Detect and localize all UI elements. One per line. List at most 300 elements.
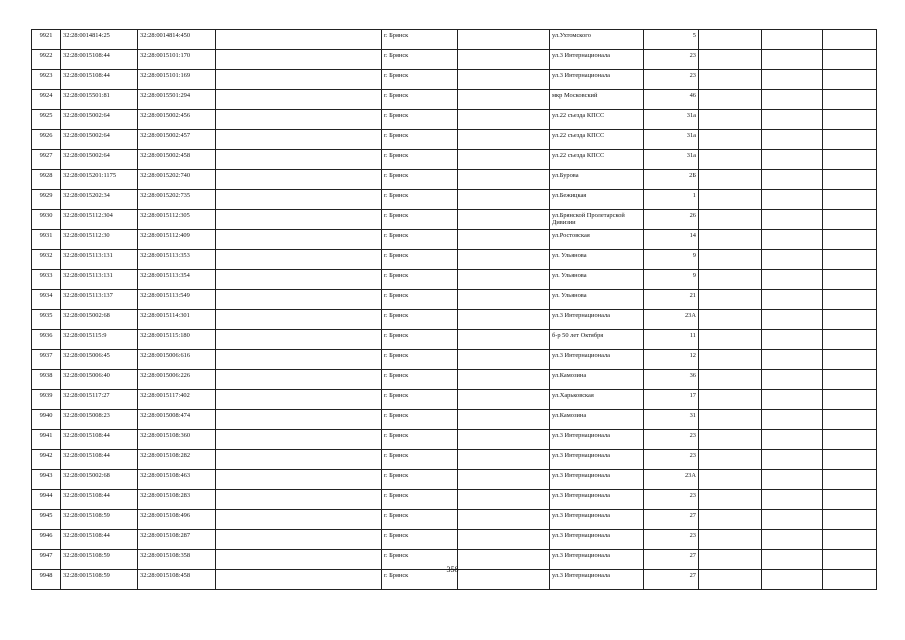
empty-cell — [458, 30, 550, 50]
street-cell: ул.Ростовская — [550, 230, 644, 250]
table-row — [32, 390, 877, 410]
table-row — [32, 30, 877, 50]
row-number: 9947 — [32, 550, 61, 570]
street-cell: ул.3 Интернационала — [550, 450, 644, 470]
row-number: 9926 — [32, 130, 61, 150]
cadastral-number-cell: 32:28:0014814:450 — [138, 30, 216, 50]
row-number: 9942 — [32, 450, 61, 470]
house-number-cell: 23 — [644, 70, 699, 90]
street-cell: ул.3 Интернационала — [550, 470, 644, 490]
empty-cell — [216, 130, 382, 150]
row-number: 9940 — [32, 410, 61, 430]
empty-cell — [458, 450, 550, 470]
empty-cell — [216, 70, 382, 90]
empty-cell — [699, 390, 762, 410]
empty-cell — [216, 350, 382, 370]
city-cell: г. Брянск — [382, 430, 458, 450]
empty-cell — [216, 230, 382, 250]
page-number: 358 — [446, 565, 459, 574]
empty-cell — [699, 530, 762, 550]
row-number: 9932 — [32, 250, 61, 270]
cadastral-number-cell: 32:28:0015101:170 — [138, 50, 216, 70]
table-row — [32, 210, 877, 230]
cadastral-block-cell: 32:28:0015108:44 — [61, 70, 138, 90]
empty-cell — [216, 30, 382, 50]
table-row — [32, 450, 877, 470]
row-number: 9937 — [32, 350, 61, 370]
empty-cell — [699, 250, 762, 270]
empty-cell — [823, 110, 877, 130]
cadastral-number-cell: 32:28:0015006:226 — [138, 370, 216, 390]
empty-cell — [823, 450, 877, 470]
empty-cell — [823, 30, 877, 50]
table-row — [32, 470, 877, 490]
empty-cell — [762, 470, 823, 490]
house-number-cell: 9 — [644, 250, 699, 270]
empty-cell — [458, 70, 550, 90]
row-number: 9924 — [32, 90, 61, 110]
cadastral-block-cell: 32:28:0015113:131 — [61, 270, 138, 290]
empty-cell — [823, 390, 877, 410]
empty-cell — [823, 410, 877, 430]
empty-cell — [823, 470, 877, 490]
empty-cell — [699, 310, 762, 330]
empty-cell — [762, 110, 823, 130]
table-row — [32, 130, 877, 150]
street-cell: ул.3 Интернационала — [550, 530, 644, 550]
row-number: 9923 — [32, 70, 61, 90]
street-cell: ул.3 Интернационала — [550, 570, 644, 590]
cadastral-number-cell: 32:28:0015002:456 — [138, 110, 216, 130]
house-number-cell: 23 — [644, 430, 699, 450]
table-row — [32, 430, 877, 450]
cadastral-block-cell: 32:28:0015008:23 — [61, 410, 138, 430]
city-cell: г. Брянск — [382, 410, 458, 430]
row-number: 9936 — [32, 330, 61, 350]
empty-cell — [699, 170, 762, 190]
empty-cell — [458, 170, 550, 190]
cadastral-block-cell: 32:28:0015108:59 — [61, 570, 138, 590]
street-cell: ул.22 съезда КПСС — [550, 110, 644, 130]
table-row — [32, 270, 877, 290]
table-row — [32, 170, 877, 190]
house-number-cell: 31а — [644, 150, 699, 170]
empty-cell — [458, 530, 550, 550]
empty-cell — [699, 450, 762, 470]
empty-cell — [823, 350, 877, 370]
empty-cell — [458, 410, 550, 430]
city-cell: г. Брянск — [382, 390, 458, 410]
house-number-cell: 27 — [644, 570, 699, 590]
street-cell: ул.Брянской Пролетарской Дивизии — [550, 210, 644, 230]
empty-cell — [823, 430, 877, 450]
empty-cell — [458, 390, 550, 410]
empty-cell — [762, 350, 823, 370]
empty-cell — [823, 90, 877, 110]
street-cell: ул. Ульянова — [550, 290, 644, 310]
empty-cell — [216, 470, 382, 490]
city-cell: г. Брянск — [382, 50, 458, 70]
cadastral-number-cell: 32:28:0015115:180 — [138, 330, 216, 350]
empty-cell — [458, 290, 550, 310]
cadastral-block-cell: 32:28:0015108:44 — [61, 50, 138, 70]
empty-cell — [762, 150, 823, 170]
cadastral-block-cell: 32:28:0015002:64 — [61, 150, 138, 170]
empty-cell — [762, 70, 823, 90]
cadastral-block-cell: 32:28:0015006:40 — [61, 370, 138, 390]
empty-cell — [458, 110, 550, 130]
empty-cell — [216, 390, 382, 410]
cadastral-number-cell: 32:28:0015112:409 — [138, 230, 216, 250]
empty-cell — [458, 490, 550, 510]
empty-cell — [216, 150, 382, 170]
cadastral-number-cell: 32:28:0015108:360 — [138, 430, 216, 450]
street-cell: ул.3 Интернационала — [550, 550, 644, 570]
registry-table — [31, 29, 877, 590]
empty-cell — [699, 230, 762, 250]
street-cell: ул.Бурова — [550, 170, 644, 190]
street-cell: б-р 50 лет Октября — [550, 330, 644, 350]
street-cell: ул. Ульянова — [550, 270, 644, 290]
empty-cell — [823, 130, 877, 150]
table-row — [32, 290, 877, 310]
cadastral-block-cell: 32:28:0015115:9 — [61, 330, 138, 350]
street-cell: ул.3 Интернационала — [550, 50, 644, 70]
empty-cell — [823, 510, 877, 530]
street-cell: ул.3 Интернационала — [550, 490, 644, 510]
empty-cell — [458, 210, 550, 230]
house-number-cell: 46 — [644, 90, 699, 110]
empty-cell — [762, 270, 823, 290]
table-row — [32, 230, 877, 250]
table-row — [32, 330, 877, 350]
street-cell: ул.3 Интернационала — [550, 510, 644, 530]
city-cell: г. Брянск — [382, 270, 458, 290]
cadastral-block-cell: 32:28:0015201:1175 — [61, 170, 138, 190]
table-row — [32, 530, 877, 550]
cadastral-block-cell: 32:28:0014814:25 — [61, 30, 138, 50]
house-number-cell: 31 — [644, 410, 699, 430]
city-cell: г. Брянск — [382, 450, 458, 470]
cadastral-block-cell: 32:28:0015112:304 — [61, 210, 138, 230]
cadastral-number-cell: 32:28:0015501:294 — [138, 90, 216, 110]
city-cell: г. Брянск — [382, 550, 458, 570]
city-cell: г. Брянск — [382, 150, 458, 170]
cadastral-number-cell: 32:28:0015112:305 — [138, 210, 216, 230]
row-number: 9929 — [32, 190, 61, 210]
empty-cell — [762, 50, 823, 70]
empty-cell — [823, 70, 877, 90]
street-cell: ул.Камозина — [550, 410, 644, 430]
cadastral-number-cell: 32:28:0015108:458 — [138, 570, 216, 590]
cadastral-number-cell: 32:28:0015113:549 — [138, 290, 216, 310]
city-cell: г. Брянск — [382, 470, 458, 490]
empty-cell — [823, 210, 877, 230]
city-cell: г. Брянск — [382, 130, 458, 150]
house-number-cell: 9 — [644, 270, 699, 290]
city-cell: г. Брянск — [382, 510, 458, 530]
city-cell: г. Брянск — [382, 370, 458, 390]
cadastral-number-cell: 32:28:0015114:301 — [138, 310, 216, 330]
empty-cell — [216, 250, 382, 270]
cadastral-block-cell: 32:28:0015202:34 — [61, 190, 138, 210]
empty-cell — [699, 130, 762, 150]
empty-cell — [699, 270, 762, 290]
empty-cell — [823, 190, 877, 210]
row-number: 9943 — [32, 470, 61, 490]
empty-cell — [762, 210, 823, 230]
empty-cell — [762, 90, 823, 110]
empty-cell — [216, 270, 382, 290]
cadastral-number-cell: 32:28:0015202:735 — [138, 190, 216, 210]
cadastral-block-cell: 32:28:0015108:59 — [61, 510, 138, 530]
empty-cell — [216, 370, 382, 390]
empty-cell — [699, 410, 762, 430]
empty-cell — [823, 270, 877, 290]
cadastral-block-cell: 32:28:0015108:44 — [61, 490, 138, 510]
empty-cell — [216, 450, 382, 470]
cadastral-number-cell: 32:28:0015202:740 — [138, 170, 216, 190]
city-cell: г. Брянск — [382, 210, 458, 230]
cadastral-number-cell: 32:28:0015101:169 — [138, 70, 216, 90]
empty-cell — [216, 410, 382, 430]
street-cell: ул.22 съезда КПСС — [550, 150, 644, 170]
empty-cell — [823, 170, 877, 190]
cadastral-block-cell: 32:28:0015002:68 — [61, 310, 138, 330]
cadastral-block-cell: 32:28:0015117:27 — [61, 390, 138, 410]
empty-cell — [762, 370, 823, 390]
empty-cell — [762, 250, 823, 270]
row-number: 9935 — [32, 310, 61, 330]
empty-cell — [699, 470, 762, 490]
row-number: 9931 — [32, 230, 61, 250]
empty-cell — [699, 370, 762, 390]
empty-cell — [762, 490, 823, 510]
empty-cell — [762, 130, 823, 150]
street-cell: ул.3 Интернационала — [550, 430, 644, 450]
empty-cell — [762, 170, 823, 190]
empty-cell — [699, 90, 762, 110]
empty-cell — [699, 50, 762, 70]
house-number-cell: 36 — [644, 370, 699, 390]
empty-cell — [216, 110, 382, 130]
empty-cell — [823, 370, 877, 390]
row-number: 9934 — [32, 290, 61, 310]
street-cell: ул. Ульянова — [550, 250, 644, 270]
empty-cell — [762, 330, 823, 350]
city-cell: г. Брянск — [382, 350, 458, 370]
cadastral-number-cell: 32:28:0015108:283 — [138, 490, 216, 510]
cadastral-block-cell: 32:28:0015108:44 — [61, 530, 138, 550]
house-number-cell: 31а — [644, 130, 699, 150]
row-number: 9927 — [32, 150, 61, 170]
empty-cell — [823, 50, 877, 70]
house-number-cell: 21 — [644, 290, 699, 310]
row-number: 9941 — [32, 430, 61, 450]
table-row — [32, 310, 877, 330]
street-cell: ул.3 Интернационала — [550, 310, 644, 330]
house-number-cell: 26 — [644, 210, 699, 230]
cadastral-block-cell: 32:28:0015108:44 — [61, 450, 138, 470]
row-number: 9939 — [32, 390, 61, 410]
empty-cell — [699, 430, 762, 450]
cadastral-number-cell: 32:28:0015113:354 — [138, 270, 216, 290]
house-number-cell: 23 — [644, 490, 699, 510]
city-cell: г. Брянск — [382, 70, 458, 90]
empty-cell — [823, 290, 877, 310]
empty-cell — [699, 70, 762, 90]
house-number-cell: 5 — [644, 30, 699, 50]
empty-cell — [823, 490, 877, 510]
street-cell: ул.Ухтомского — [550, 30, 644, 50]
house-number-cell: 11 — [644, 330, 699, 350]
empty-cell — [458, 470, 550, 490]
house-number-cell: 23А — [644, 310, 699, 330]
table-row — [32, 90, 877, 110]
cadastral-number-cell: 32:28:0015113:353 — [138, 250, 216, 270]
street-cell: мкр Московский — [550, 90, 644, 110]
empty-cell — [216, 290, 382, 310]
cadastral-block-cell: 32:28:0015112:30 — [61, 230, 138, 250]
empty-cell — [216, 170, 382, 190]
empty-cell — [458, 330, 550, 350]
empty-cell — [458, 310, 550, 330]
row-number: 9945 — [32, 510, 61, 530]
empty-cell — [458, 370, 550, 390]
table-row — [32, 410, 877, 430]
row-number: 9938 — [32, 370, 61, 390]
empty-cell — [458, 510, 550, 530]
house-number-cell: 23 — [644, 450, 699, 470]
city-cell: г. Брянск — [382, 110, 458, 130]
empty-cell — [458, 430, 550, 450]
empty-cell — [216, 210, 382, 230]
empty-cell — [762, 290, 823, 310]
empty-cell — [216, 490, 382, 510]
cadastral-number-cell: 32:28:0015108:463 — [138, 470, 216, 490]
cadastral-block-cell: 32:28:0015002:64 — [61, 130, 138, 150]
cadastral-block-cell: 32:28:0015002:68 — [61, 470, 138, 490]
empty-cell — [823, 330, 877, 350]
city-cell: г. Брянск — [382, 330, 458, 350]
cadastral-number-cell: 32:28:0015008:474 — [138, 410, 216, 430]
empty-cell — [699, 330, 762, 350]
empty-cell — [762, 450, 823, 470]
empty-cell — [823, 250, 877, 270]
empty-cell — [699, 510, 762, 530]
empty-cell — [823, 150, 877, 170]
cadastral-number-cell: 32:28:0015002:458 — [138, 150, 216, 170]
cadastral-number-cell: 32:28:0015002:457 — [138, 130, 216, 150]
cadastral-block-cell: 32:28:0015108:44 — [61, 430, 138, 450]
table-row — [32, 370, 877, 390]
empty-cell — [458, 190, 550, 210]
empty-cell — [699, 210, 762, 230]
row-number: 9944 — [32, 490, 61, 510]
cadastral-block-cell: 32:28:0015113:131 — [61, 250, 138, 270]
empty-cell — [823, 530, 877, 550]
empty-cell — [762, 230, 823, 250]
city-cell: г. Брянск — [382, 490, 458, 510]
empty-cell — [458, 250, 550, 270]
row-number: 9925 — [32, 110, 61, 130]
house-number-cell: 12 — [644, 350, 699, 370]
city-cell: г. Брянск — [382, 230, 458, 250]
empty-cell — [458, 90, 550, 110]
empty-cell — [458, 50, 550, 70]
cadastral-number-cell: 32:28:0015108:282 — [138, 450, 216, 470]
city-cell: г. Брянск — [382, 290, 458, 310]
empty-cell — [216, 330, 382, 350]
city-cell: г. Брянск — [382, 170, 458, 190]
house-number-cell: 2Б — [644, 170, 699, 190]
empty-cell — [216, 430, 382, 450]
cadastral-number-cell: 32:28:0015108:287 — [138, 530, 216, 550]
city-cell: г. Брянск — [382, 250, 458, 270]
empty-cell — [699, 30, 762, 50]
table-row — [32, 70, 877, 90]
table-row — [32, 250, 877, 270]
empty-cell — [762, 410, 823, 430]
row-number: 9933 — [32, 270, 61, 290]
empty-cell — [458, 350, 550, 370]
table-row — [32, 190, 877, 210]
table-row — [32, 110, 877, 130]
house-number-cell: 23 — [644, 50, 699, 70]
empty-cell — [762, 310, 823, 330]
cadastral-block-cell: 32:28:0015006:45 — [61, 350, 138, 370]
empty-cell — [699, 110, 762, 130]
empty-cell — [762, 30, 823, 50]
row-number: 9930 — [32, 210, 61, 230]
house-number-cell: 31а — [644, 110, 699, 130]
house-number-cell: 1 — [644, 190, 699, 210]
cadastral-number-cell: 32:28:0015108:496 — [138, 510, 216, 530]
empty-cell — [458, 130, 550, 150]
table-row — [32, 50, 877, 70]
house-number-cell: 27 — [644, 510, 699, 530]
cadastral-block-cell: 32:28:0015113:137 — [61, 290, 138, 310]
city-cell: г. Брянск — [382, 570, 458, 590]
empty-cell — [699, 150, 762, 170]
city-cell: г. Брянск — [382, 90, 458, 110]
row-number: 9946 — [32, 530, 61, 550]
street-cell: ул.Бежицкая — [550, 190, 644, 210]
street-cell: ул.3 Интернационала — [550, 70, 644, 90]
empty-cell — [458, 270, 550, 290]
cadastral-block-cell: 32:28:0015108:59 — [61, 550, 138, 570]
table-row — [32, 150, 877, 170]
cadastral-number-cell: 32:28:0015006:616 — [138, 350, 216, 370]
cadastral-number-cell: 32:28:0015108:358 — [138, 550, 216, 570]
house-number-cell: 23А — [644, 470, 699, 490]
row-number: 9922 — [32, 50, 61, 70]
cadastral-block-cell: 32:28:0015501:81 — [61, 90, 138, 110]
empty-cell — [762, 530, 823, 550]
empty-cell — [699, 490, 762, 510]
row-number: 9948 — [32, 570, 61, 590]
house-number-cell: 14 — [644, 230, 699, 250]
city-cell: г. Брянск — [382, 310, 458, 330]
street-cell: ул.Камозина — [550, 370, 644, 390]
empty-cell — [216, 90, 382, 110]
house-number-cell: 27 — [644, 550, 699, 570]
table-row — [32, 490, 877, 510]
empty-cell — [762, 190, 823, 210]
empty-cell — [216, 50, 382, 70]
empty-cell — [699, 350, 762, 370]
house-number-cell: 17 — [644, 390, 699, 410]
